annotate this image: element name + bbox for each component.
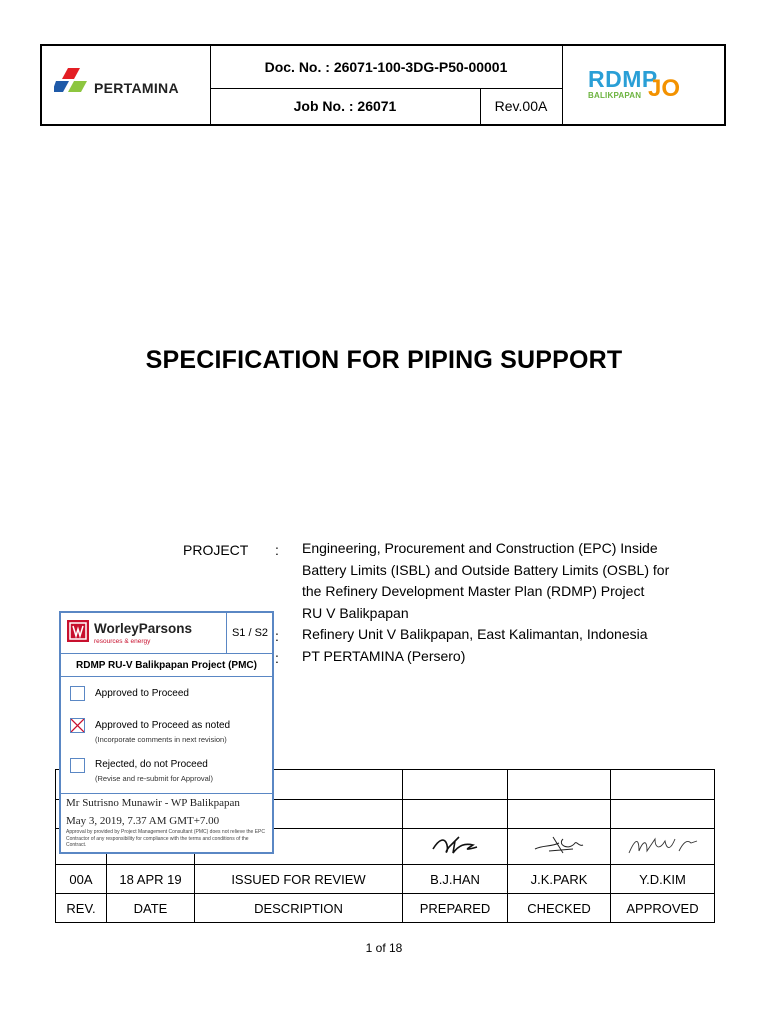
checked-cell: J.K.PARK: [508, 865, 611, 894]
description-cell: ISSUED FOR REVIEW: [195, 865, 403, 894]
project-location: Refinery Unit V Balikpapan, East Kalimantan, Indonesia: [302, 626, 648, 642]
project-description: [302, 538, 722, 667]
prepared-cell: B.J.HAN: [403, 865, 508, 894]
pertamina-logo-icon: [54, 68, 90, 102]
approved-option-label: Approved to Proceed: [95, 688, 189, 699]
check-x-icon: [71, 719, 84, 732]
stamp-signer: Mr Sutrisno Munawir - WP Balikpapan: [66, 797, 240, 809]
approval-stamp: [59, 611, 274, 854]
stamp-company: WorleyParsons: [94, 621, 193, 636]
stamp-disclaimer: Approval by provided by Project Management Consultant (PMC) does not relieve the EPC Contractor of any responsibility for compliance with the terms and conditions of the Contract.: [66, 829, 265, 848]
rdmp-logo-jo: JO: [648, 75, 681, 102]
project-owner: PT PERTAMINA (Persero): [302, 647, 466, 664]
rejected-label: Rejected, do not Proceed: [95, 759, 208, 770]
checked-signature: [508, 829, 611, 865]
rejected-checkbox[interactable]: [70, 758, 85, 773]
owner-colon: :: [275, 650, 279, 666]
stamp-company-row: [61, 613, 272, 654]
approved-cell: Y.D.KIM: [611, 865, 715, 894]
project-colon: :: [275, 542, 279, 558]
project-line: RU V Balikpapan: [302, 604, 409, 621]
rdmp-logo-text: RDMP: [588, 66, 658, 92]
approved-as-noted-note: (Incorporate comments in next revision): [95, 735, 227, 744]
stamp-signed-at: May 3, 2019, 7.37 AM GMT+7.00: [66, 815, 220, 827]
approved-as-noted-label: Approved to Proceed as noted: [95, 720, 231, 731]
rejected-note: (Revise and re-submit for Approval): [95, 774, 213, 783]
doc-number: Doc. No. : 26071-100-3DG-P50-00001: [210, 46, 563, 89]
checked-header: CHECKED: [508, 894, 611, 923]
pertamina-wordmark: PERTAMINA: [94, 80, 179, 96]
prepared-header: PREPARED: [403, 894, 508, 923]
rev-header: REV.: [56, 894, 107, 923]
document-header: [40, 44, 726, 126]
stamp-project: RDMP RU-V Balikpapan Project (PMC): [61, 654, 272, 677]
rdmp-logo-subtext: BALIKPAPAN: [588, 91, 642, 100]
document-title: SPECIFICATION FOR PIPING SUPPORT: [145, 346, 623, 374]
rdmp-logo: [562, 46, 724, 124]
approved-header: APPROVED: [611, 894, 715, 923]
description-header: DESCRIPTION: [195, 894, 403, 923]
date-cell: 18 APR 19: [107, 865, 195, 894]
prepared-signature: [403, 829, 508, 865]
location-colon: :: [275, 628, 279, 644]
project-label: PROJECT: [183, 542, 249, 558]
stamp-sheet: S1 / S2: [226, 613, 273, 653]
rev-cell: 00A: [56, 865, 107, 894]
approved-checkbox[interactable]: [70, 686, 85, 701]
date-header: DATE: [107, 894, 195, 923]
stamp-tagline: resources & energy: [94, 638, 151, 645]
revision-label: Rev.00A: [480, 88, 563, 124]
job-number: Job No. : 26071: [210, 88, 481, 124]
approved-signature: [611, 829, 715, 865]
pertamina-logo-cell: [42, 46, 211, 124]
stamp-divider: [61, 793, 272, 794]
page-number: 1 of 18: [365, 941, 403, 955]
project-line: the Refinery Development Master Plan (RDMP) Project: [302, 583, 645, 599]
project-line: Engineering, Procurement and Construction (EPC) Inside: [302, 540, 658, 556]
worleyparsons-logo-icon: [67, 620, 89, 642]
approved-as-noted-checkbox[interactable]: [70, 718, 85, 733]
project-line: Battery Limits (ISBL) and Outside Battery Limits (OSBL) for: [302, 561, 670, 578]
